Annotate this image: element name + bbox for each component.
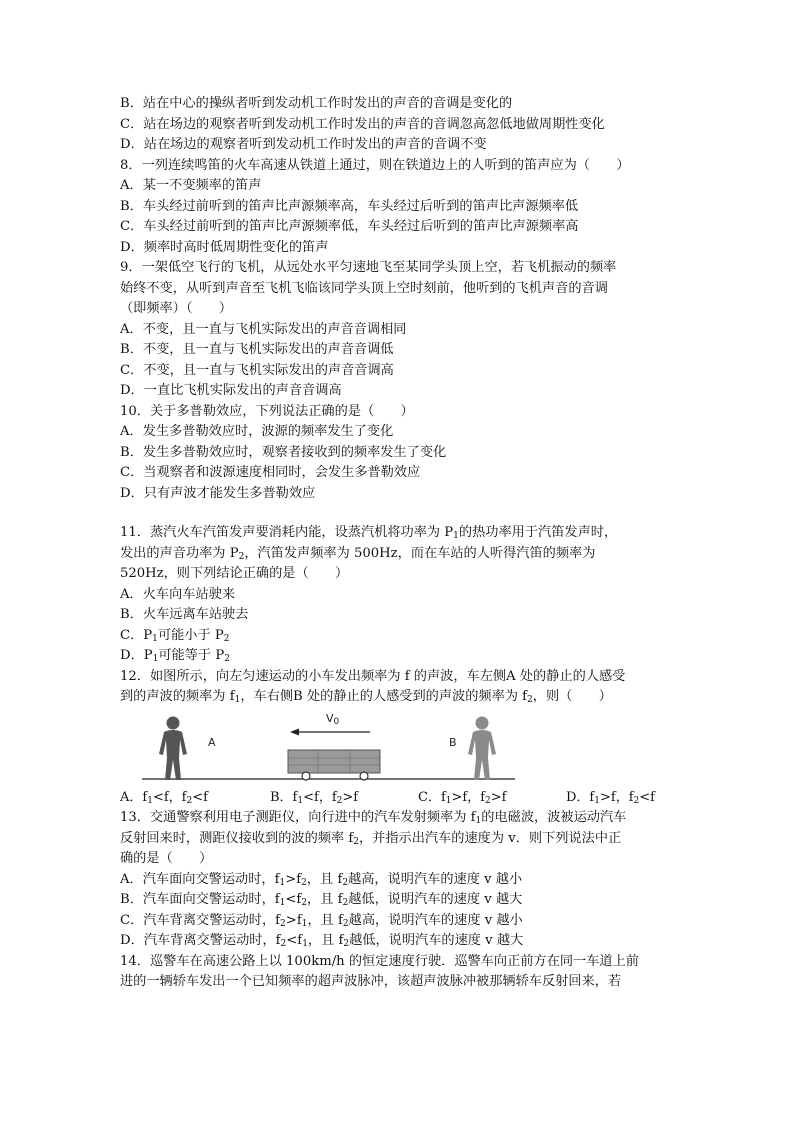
subscript: 1 (279, 877, 286, 888)
q13-text: 反射回来时，测距仪接收到的波的频率 f (120, 830, 354, 846)
q13-text: 越低，说明汽车的速度 v 越大 (348, 892, 523, 907)
q11-text: ，汽笛发声频率为 500Hz，而在车站的人听得汽笛的频率为 (244, 545, 596, 561)
q12-stem-line2 (120, 687, 690, 708)
q7-option-d: D．站在场边的观察者听到发动机工作时发出的声音的音调不变 (120, 137, 487, 152)
subscript: 0 (333, 716, 340, 727)
subscript: 2 (342, 877, 349, 888)
q13-option-d (120, 931, 690, 952)
q12-figure-drawing (120, 710, 690, 786)
q9-option-d: D．一直比飞机实际发出的声音音调高 (120, 383, 342, 398)
subscript: 1 (445, 795, 452, 806)
q9-option-c: C．不变，且一直与飞机实际发出的声音音调高 (120, 362, 394, 378)
opt-text: <f，f (303, 789, 337, 805)
q8-stem: 8．一列连续鸣笛的火车高速从铁道上通过，则在铁道边上的人听到的笛声应为（ ） (120, 157, 630, 173)
q13-option-a (120, 870, 690, 891)
q11-stem-line2 (120, 544, 690, 565)
q8-option-b: B．车头经过前听到的笛声比声源频率高，车头经过后听到的笛声比声源频率低 (120, 198, 579, 214)
q12-figure (120, 710, 690, 786)
opt-text: >f (342, 789, 359, 805)
q13-option-c (120, 911, 690, 932)
subscript: 1 (297, 795, 304, 806)
subscript: 1 (147, 795, 153, 806)
q12-option-d (566, 788, 655, 809)
opt-text: A．f (120, 789, 148, 805)
q9-option-a: A．不变，且一直与飞机实际发出的声音音调相同 (120, 321, 407, 337)
q11-text: 11．蒸汽火车汽笛发声要消耗内能，设蒸汽机将功率为 P (120, 525, 454, 540)
q13-text: D．汽车背离交警运动时，f (120, 933, 281, 948)
person-b-icon (468, 716, 496, 780)
subscript: 2 (238, 551, 245, 562)
subscript: 2 (301, 898, 308, 908)
q13-text: >f (285, 912, 302, 928)
subscript: 2 (342, 898, 349, 908)
q10-stem: 10．关于多普勒效应，下列说法正确的是（ ） (120, 403, 414, 419)
q12-text: ，车右侧B 处的静止的人感受到的声波的频率为 f (240, 689, 528, 704)
label-a: A (208, 735, 216, 749)
subscript: 2 (342, 918, 349, 929)
subscript: 2 (343, 939, 350, 949)
q13-stem-line2 (120, 829, 690, 850)
label-v: V (326, 711, 334, 725)
q13-text: 的电磁波，波被运动汽车 (481, 810, 627, 825)
opt-text: B．f (270, 789, 298, 805)
q12-text: 到的声波的频率为 f (120, 689, 235, 704)
q13-text: B．汽车面向交警运动时，f (120, 892, 280, 907)
q13-text: C．汽车背离交警运动时，f (120, 912, 281, 928)
q10-option-a: A．发生多普勒效应时，波源的频率发生了变化 (120, 424, 394, 439)
subscript: 2 (527, 695, 533, 705)
q11-text: D．P (120, 648, 153, 663)
subscript: 2 (301, 877, 307, 888)
q12-stem-line1: 12．如图所示，向左匀速运动的小车发出频率为 f 的声波，车左侧A 处的静止的人感受 (120, 668, 626, 684)
opt-text: D．f (566, 789, 595, 805)
q11-stem-line1 (120, 523, 690, 544)
q13-text: ，并指示出汽车的速度为 v．则下列说法中正 (359, 830, 622, 846)
q10-option-d: D．只有声波才能发生多普勒效应 (120, 485, 316, 501)
q11-text: 的热功率用于汽笛发声时， (458, 525, 618, 540)
subscript: 1 (453, 531, 459, 541)
subscript: 1 (302, 939, 308, 949)
subscript: 1 (301, 918, 308, 929)
subscript: 2 (280, 918, 286, 929)
q11-text: C．P (120, 627, 153, 643)
subscript: 1 (152, 633, 158, 644)
person-a-icon (159, 716, 187, 780)
opt-text: <f (639, 789, 655, 805)
q11-option-a: A．火车向车站驶来 (120, 586, 236, 602)
opt-text: >f，f (599, 789, 634, 805)
q13-option-b (120, 890, 690, 911)
q13-text: >f (285, 871, 302, 887)
q11-option-b: B．火车远离车站驶去 (120, 607, 249, 622)
q11-text: 发出的声音功率为 P (120, 545, 239, 561)
q13-text: ，且 f (307, 912, 343, 928)
q13-text: 越高，说明汽车的速度 v 越小 (348, 871, 523, 887)
q11-text: 可能小于 P (157, 627, 224, 643)
subscript: 1 (234, 695, 241, 705)
q13-stem-line3: 确的是（ ） (120, 851, 213, 866)
q12-option-b (270, 788, 418, 809)
q12-options (120, 788, 690, 809)
subscript: 2 (224, 654, 230, 664)
q9-stem-line1: 9．一架低空飞行的飞机，从远处水平匀速地飞至某同学头顶上空，若飞机振动的频率 (120, 260, 617, 275)
q13-text: <f (285, 892, 302, 907)
opt-text: >f (490, 789, 507, 805)
q8-option-d: D．频率时高时低周期性变化的笛声 (120, 239, 329, 255)
subscript: 1 (279, 898, 286, 908)
subscript: 2 (280, 939, 287, 949)
q7-option-c: C．站在场边的观察者听到发动机工作时发出的声音的音调忽高忽低地做周期性变化 (120, 116, 605, 132)
spacer (120, 504, 690, 523)
opt-text: C．f (418, 789, 446, 805)
q13-text: ，且 f (307, 933, 344, 948)
q8-option-a: A．某一不变频率的笛声 (120, 178, 262, 193)
q7-option-b: B．站在中心的操纵者听到发动机工作时发出的声音的音调是变化的 (120, 96, 513, 111)
q13-text: ，且 f (307, 892, 343, 907)
opt-text: >f，f (451, 789, 486, 805)
subscript: 2 (353, 836, 359, 847)
document-page (120, 94, 690, 993)
label-b: B (449, 735, 457, 749)
cart-icon (288, 750, 380, 780)
q12-option-c (418, 788, 566, 809)
subscript: 1 (152, 654, 159, 664)
q10-option-c: C．当观察者和波源速度相同时，会发生多普勒效应 (120, 465, 421, 480)
q13-text: ，且 f (306, 871, 343, 887)
q11-stem-line3: 520Hz，则下列结论正确的是（ ） (120, 566, 349, 581)
q13-text: 13．交通警察利用电子测距仪，向行进中的汽车发射频率为 f (120, 810, 476, 825)
q13-text: <f (286, 933, 303, 948)
subscript: 2 (633, 795, 640, 806)
q10-option-b: B．发生多普勒效应时，观察者接收到的频率发生了变化 (120, 444, 447, 460)
subscript: 1 (475, 816, 482, 826)
subscript: 2 (186, 795, 193, 806)
subscript: 2 (336, 795, 343, 806)
subscript: 2 (223, 633, 230, 644)
q9-stem-line2: 始终不变，从听到声音至飞机飞临该同学头顶上空时刻前，他听到的飞机声音的音调 (120, 280, 608, 296)
q13-text: A．汽车面向交警运动时，f (120, 871, 280, 887)
q14-stem-line1: 14．巡警车在高速公路上以 100km/h 的恒定速度行驶．巡警车向正前方在同一车道上前 (120, 953, 639, 969)
q12-text: ，则（ ） (532, 689, 612, 704)
velocity-arrow-icon (290, 728, 370, 735)
subscript: 1 (594, 795, 600, 806)
q12-option-a (120, 788, 270, 809)
label-v0 (326, 712, 339, 725)
q11-option-d (120, 646, 690, 667)
q11-option-c (120, 626, 690, 647)
q9-option-b: B．不变，且一直与飞机实际发出的声音音调低 (120, 342, 394, 357)
q11-text: 可能等于 P (158, 648, 225, 663)
q9-stem-line3: （即频率）（ ） (120, 301, 233, 316)
subscript: 2 (485, 795, 491, 806)
opt-text: <f，f (152, 789, 187, 805)
q14-stem-line2: 进的一辆轿车发出一个已知频率的超声波脉冲，该超声波脉冲被那辆轿车反射回来，若 (120, 974, 622, 989)
q8-option-c: C．车头经过前听到的笛声比声源频率低，车头经过后听到的笛声比声源频率高 (120, 219, 579, 234)
q13-text: 越低，说明汽车的速度 v 越大 (349, 933, 524, 948)
q13-text: 越高，说明汽车的速度 v 越小 (348, 912, 523, 928)
opt-text: <f (192, 789, 208, 805)
q13-stem-line1 (120, 808, 690, 829)
